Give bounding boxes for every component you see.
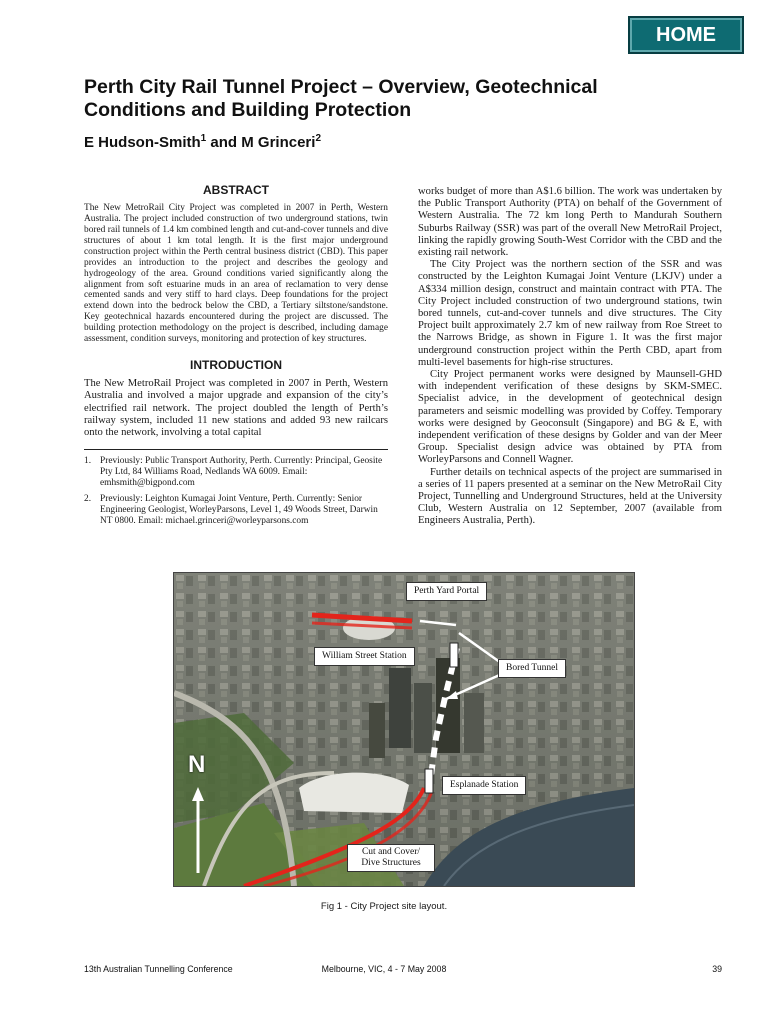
page-number: 39 (712, 964, 722, 974)
paragraph-designers: City Project permanent works were designed by Maunsell-GHD with independent verification of these designs by SKM-SMEC. Specialist advice, in the development of geotechnical design parameters and seismic modelling was provided by Coffey. Temporary works were designed by Geoconsult (Singapore) and BG & E, with independent verification of these designs by Golder and van der Meer Group. Specialist design advice was obtained by PTA from WorleyParsons and Connell Wagner. (418, 369, 722, 466)
footnote-number: 1. (84, 456, 92, 467)
left-column (84, 184, 388, 532)
introduction-heading: INTRODUCTION (190, 357, 282, 372)
footnote-number: 2. (84, 493, 92, 504)
footer-conference: 13th Australian Tunnelling Conference (84, 964, 233, 974)
introduction-paragraph: The New MetroRail Project was completed in 2007 in Perth, Western Australia and involved a major upgrade and expansion of the city’s electrified rail network. The project doubled the length of Perth’s railway system, included 11 new stations and added 93 new railcars onto the network, involving a total capital (84, 378, 388, 438)
aerial-photo (174, 573, 634, 886)
paragraph-budget: works budget of more than A$1.6 billion. The work was undertaken by the Public Transport Authority (PTA) on behalf of the Government of Western Australia. The 72 km long Perth to Mandurah Southern Suburbs Railway (SSR) was part of the overall New MetroRail Project, linking the rapidly growing South-West Corridor with the CBD and the existing rail network. (418, 186, 722, 259)
author-2: and M Grinceri (206, 134, 316, 151)
label-cut-and-cover: Cut and Cover/ Dive Structures (347, 844, 435, 872)
footer-location: Melbourne, VIC, 4 - 7 May 2008 (321, 964, 447, 974)
author-line (84, 133, 321, 151)
label-perth-yard-portal: Perth Yard Portal (406, 582, 487, 601)
paragraph-further-details: Further details on technical aspects of the project are summarised in a series of 11 papers presented at a seminar on the New MetroRail City Project, Tunnelling and Underground Structures, held at the University Club, Western Australia on 12 September, 2007 (available from Engineers Australia, Perth). (418, 466, 722, 527)
label-william-street-station: William Street Station (314, 647, 415, 666)
label-esplanade-station: Esplanade Station (442, 776, 526, 795)
author-1-affil: 1 (200, 133, 207, 144)
home-button[interactable]: HOME (628, 16, 744, 54)
label-bored-tunnel: Bored Tunnel (498, 659, 566, 678)
footnote-1 (84, 456, 388, 489)
paper-title: Perth City Rail Tunnel Project – Overview, Geotechnical Conditions and Building Protection (84, 76, 598, 121)
footnote-2 (84, 494, 388, 527)
figure-caption: Fig 1 - City Project site layout. (320, 901, 448, 912)
footnote-divider (84, 449, 388, 450)
right-column (418, 186, 722, 528)
author-2-affil: 2 (315, 133, 321, 144)
footnote-text: Previously: Leighton Kumagai Joint Venture, Perth. Currently: Senior Engineering Geologist, WorleyParsons, Level 1, 49 Woods Street, Darwin NT 0800. Email: michael.grinceri@worleyparsons.com (100, 493, 378, 526)
abstract-heading: ABSTRACT (203, 183, 269, 197)
site-layout-figure (173, 572, 635, 887)
author-1: E Hudson-Smith (84, 134, 201, 151)
paragraph-city-project: The City Project was the northern section of the SSR and was constructed by the Leighton Kumagai Joint Venture (LKJV) under a A$334 million design, construct and maintain contract with PTA. The City Project included construction of two underground stations, twin bored tunnels, cut-and-cover tunnels and dive structures. The City Project built approximately 2.7 km of new railway from Roe Street to the Narrows Bridge, as shown in Figure 1. It was the first major underground construction project within the Perth CBD, apart from multi-level basements for high-rise structures. (418, 259, 722, 368)
footnote-text: Previously: Public Transport Authority, Perth. Currently: Principal, Geosite Pty Ltd, 84 Williams Road, Nedlands WA 6009. Email: emhsmith@bigpond.com (100, 456, 383, 489)
abstract-text: The New MetroRail City Project was completed in 2007 in Perth, Western Australia. The project included construction of two underground stations, twin bored rail tunnels of 1.4 km combined length and cut-and-cover tunnels and dive structures of about 1 km total length. It is the first major underground construction project within the Perth central business district (CBD). This paper provides an introduction to the project and describes the geology and hydrogeology of the area. Ground conditions varied significantly along the alignment from soft estuarine muds in an area of reclamation to very dense cemented sands and very stiff to hard clays. Deep foundations for the project extend down into the bedrock below the CBD, a Tertiary siltstone/sandstone. Key geotechnical hazards encountered during the project are discussed. The building protection methodology on the project is described, including damage assessment, condition surveys, monitoring and protection of key structures. (84, 203, 388, 345)
north-label: N (188, 751, 206, 778)
